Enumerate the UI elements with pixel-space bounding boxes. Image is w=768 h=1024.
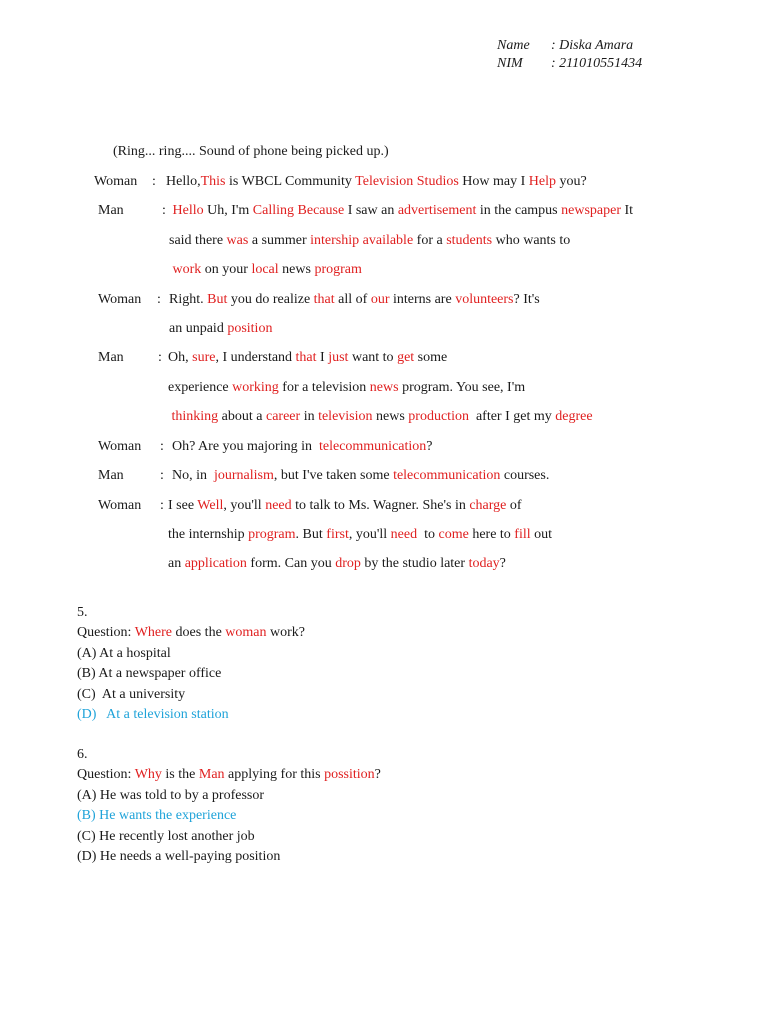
highlighted-word: just <box>328 350 349 365</box>
answer-option-selected: (B) He wants the experience <box>77 808 237 824</box>
dialogue-line <box>168 379 525 397</box>
answer-option: (C) At a university <box>77 686 186 702</box>
speaker-label: Woman <box>94 174 138 189</box>
text-segment: ? <box>499 556 506 571</box>
text-segment: interns are <box>389 292 456 307</box>
highlighted-word: production <box>408 409 469 424</box>
text-segment: by the studio later <box>360 556 469 571</box>
highlighted-word: program <box>248 527 296 542</box>
answer-option: (A) At a hospital <box>77 646 171 661</box>
answer-option: (D) He needs a well-paying position <box>77 848 281 864</box>
speaker-colon: : <box>157 292 161 307</box>
highlighted-word: work <box>172 262 202 277</box>
text-segment: you do realize <box>227 292 314 307</box>
highlighted-word: Why <box>134 767 162 782</box>
text-segment: a summer <box>248 233 311 248</box>
highlighted-word: need <box>265 498 292 513</box>
dialogue-line <box>169 261 362 279</box>
question-text <box>77 624 305 642</box>
dialogue-line <box>169 232 570 250</box>
highlighted-word: our <box>370 292 390 307</box>
text-segment: form. Can you <box>246 556 336 571</box>
highlighted-word: television <box>318 409 373 424</box>
speaker-colon: : <box>160 439 164 454</box>
highlighted-word: come <box>438 527 469 542</box>
text-segment: ? <box>374 767 381 782</box>
highlighted-word: Television Studios <box>355 174 459 189</box>
highlighted-word: Where <box>134 625 173 640</box>
highlighted-word: thinking <box>171 409 219 424</box>
highlighted-word: Man <box>198 767 225 782</box>
text-segment: is the <box>161 767 199 782</box>
text-segment: I saw an <box>344 203 398 218</box>
highlighted-word: fill <box>514 527 531 542</box>
text-segment: Uh, I'm <box>203 203 253 218</box>
highlighted-word: newspaper <box>561 203 622 218</box>
text-segment: some <box>414 350 448 365</box>
highlighted-word: telecommunication <box>318 439 427 454</box>
highlighted-word: was <box>226 233 249 248</box>
highlighted-word: available <box>362 233 414 248</box>
question-number: 5. <box>77 605 88 620</box>
dialogue-line <box>168 497 522 515</box>
highlighted-word: volunteers <box>455 292 514 307</box>
speaker-label: Man <box>98 350 124 365</box>
nim-value: : 211010551434 <box>551 56 643 71</box>
highlighted-word: possition <box>324 767 375 782</box>
highlighted-word: first <box>326 527 349 542</box>
highlighted-word: Because <box>297 203 345 218</box>
text-segment: about a <box>218 409 266 424</box>
text-segment: Question: <box>77 767 135 782</box>
dialogue-line <box>168 526 552 544</box>
question-text <box>77 766 381 784</box>
text-segment: Right. <box>169 292 208 307</box>
highlighted-word: This <box>200 174 226 189</box>
dialogue-intro: (Ring... ring.... Sound of phone being picked up.) <box>113 144 389 159</box>
highlighted-word: news <box>369 380 399 395</box>
text-segment: No, in <box>172 468 214 483</box>
answer-option-selected: (D) At a television station <box>77 706 229 722</box>
highlighted-word: charge <box>469 498 507 513</box>
highlighted-word: that <box>313 292 335 307</box>
text-segment: all of <box>334 292 371 307</box>
text-segment: of <box>506 498 522 513</box>
speaker-colon: : <box>160 498 164 513</box>
text-segment: applying for this <box>224 767 325 782</box>
text-segment: news <box>278 262 315 277</box>
highlighted-word: drop <box>335 556 361 571</box>
text-segment: you? <box>556 174 587 189</box>
text-segment: out <box>530 527 553 542</box>
highlighted-word: journalism <box>214 468 274 483</box>
dialogue-line <box>169 320 272 338</box>
text-segment: It <box>621 203 634 218</box>
dialogue-line <box>166 173 587 191</box>
dialogue-line <box>168 349 447 367</box>
highlighted-word: students <box>446 233 493 248</box>
text-segment: Oh? Are you majoring in <box>172 439 319 454</box>
text-segment: , I understand <box>215 350 296 365</box>
highlighted-word: today <box>468 556 500 571</box>
highlighted-word: get <box>397 350 415 365</box>
text-segment: Hello, <box>166 174 201 189</box>
highlighted-word: woman <box>225 625 267 640</box>
highlighted-word: program <box>314 262 362 277</box>
text-segment: I <box>316 350 329 365</box>
text-segment: the internship <box>168 527 249 542</box>
name-value: : Diska Amara <box>551 38 634 53</box>
text-segment: an unpaid <box>169 321 228 336</box>
text-segment: ? It's <box>513 292 540 307</box>
text-segment: in <box>300 409 319 424</box>
text-segment: does the <box>172 625 226 640</box>
answer-option: (A) He was told to by a professor <box>77 788 265 803</box>
dialogue-line <box>169 202 633 220</box>
text-segment: in the campus <box>476 203 562 218</box>
highlighted-word: advertisement <box>397 203 477 218</box>
highlighted-word: Well <box>197 498 224 513</box>
text-segment: Question: <box>77 625 135 640</box>
text-segment: How may I <box>458 174 529 189</box>
highlighted-word: career <box>266 409 301 424</box>
speaker-colon: : <box>158 350 162 365</box>
dialogue-line <box>169 291 540 309</box>
text-segment: I see <box>168 498 198 513</box>
text-segment: who wants to <box>492 233 571 248</box>
highlighted-word: Help <box>528 174 557 189</box>
highlighted-word: position <box>227 321 273 336</box>
speaker-label: Woman <box>98 439 142 454</box>
highlighted-word: Calling <box>252 203 295 218</box>
text-segment: . But <box>295 527 327 542</box>
text-segment: said there <box>169 233 227 248</box>
speaker-label: Man <box>98 468 124 483</box>
answer-option: (B) At a newspaper office <box>77 666 222 682</box>
speaker-label: Man <box>98 203 124 218</box>
text-segment: for a television <box>278 380 370 395</box>
highlighted-word: local <box>251 262 279 277</box>
text-segment: work? <box>266 625 305 640</box>
text-segment: after I get my <box>468 409 556 424</box>
highlighted-word: that <box>295 350 317 365</box>
highlighted-word: Hello <box>172 203 204 218</box>
dialogue-line <box>168 555 506 573</box>
speaker-colon: : <box>160 468 164 483</box>
dialogue-line <box>172 467 549 485</box>
dialogue-line <box>172 438 433 456</box>
question-number: 6. <box>77 747 88 762</box>
speaker-label: Woman <box>98 292 142 307</box>
highlighted-word: sure <box>192 350 216 365</box>
text-segment: Oh, <box>168 350 193 365</box>
text-segment: for a <box>413 233 447 248</box>
highlighted-word: intership <box>310 233 360 248</box>
text-segment: courses. <box>500 468 550 483</box>
text-segment: to <box>417 527 439 542</box>
text-segment: an <box>168 556 185 571</box>
highlighted-word: telecommunication <box>393 468 501 483</box>
dialogue-line <box>168 408 593 426</box>
text-segment: , you'll <box>223 498 266 513</box>
text-segment: , you'll <box>348 527 391 542</box>
text-segment: to talk to Ms. Wagner. She's in <box>291 498 470 513</box>
text-segment: , but I've taken some <box>273 468 394 483</box>
highlighted-word: But <box>207 292 228 307</box>
text-segment: here to <box>468 527 515 542</box>
text-segment: experience <box>168 380 233 395</box>
highlighted-word: application <box>184 556 247 571</box>
name-label: Name <box>497 38 530 53</box>
highlighted-word: need <box>390 527 418 542</box>
speaker-colon: : <box>162 203 166 218</box>
answer-option: (C) He recently lost another job <box>77 828 255 844</box>
text-segment: on your <box>201 262 252 277</box>
text-segment: ? <box>426 439 433 454</box>
text-segment: is WBCL Community <box>225 174 356 189</box>
highlighted-word: working <box>232 380 279 395</box>
speaker-colon: : <box>152 174 156 189</box>
highlighted-word: degree <box>555 409 593 424</box>
speaker-label: Woman <box>98 498 142 513</box>
text-segment: news <box>372 409 409 424</box>
text-segment: program. You see, I'm <box>398 380 526 395</box>
nim-label: NIM <box>497 56 523 71</box>
text-segment: want to <box>348 350 398 365</box>
